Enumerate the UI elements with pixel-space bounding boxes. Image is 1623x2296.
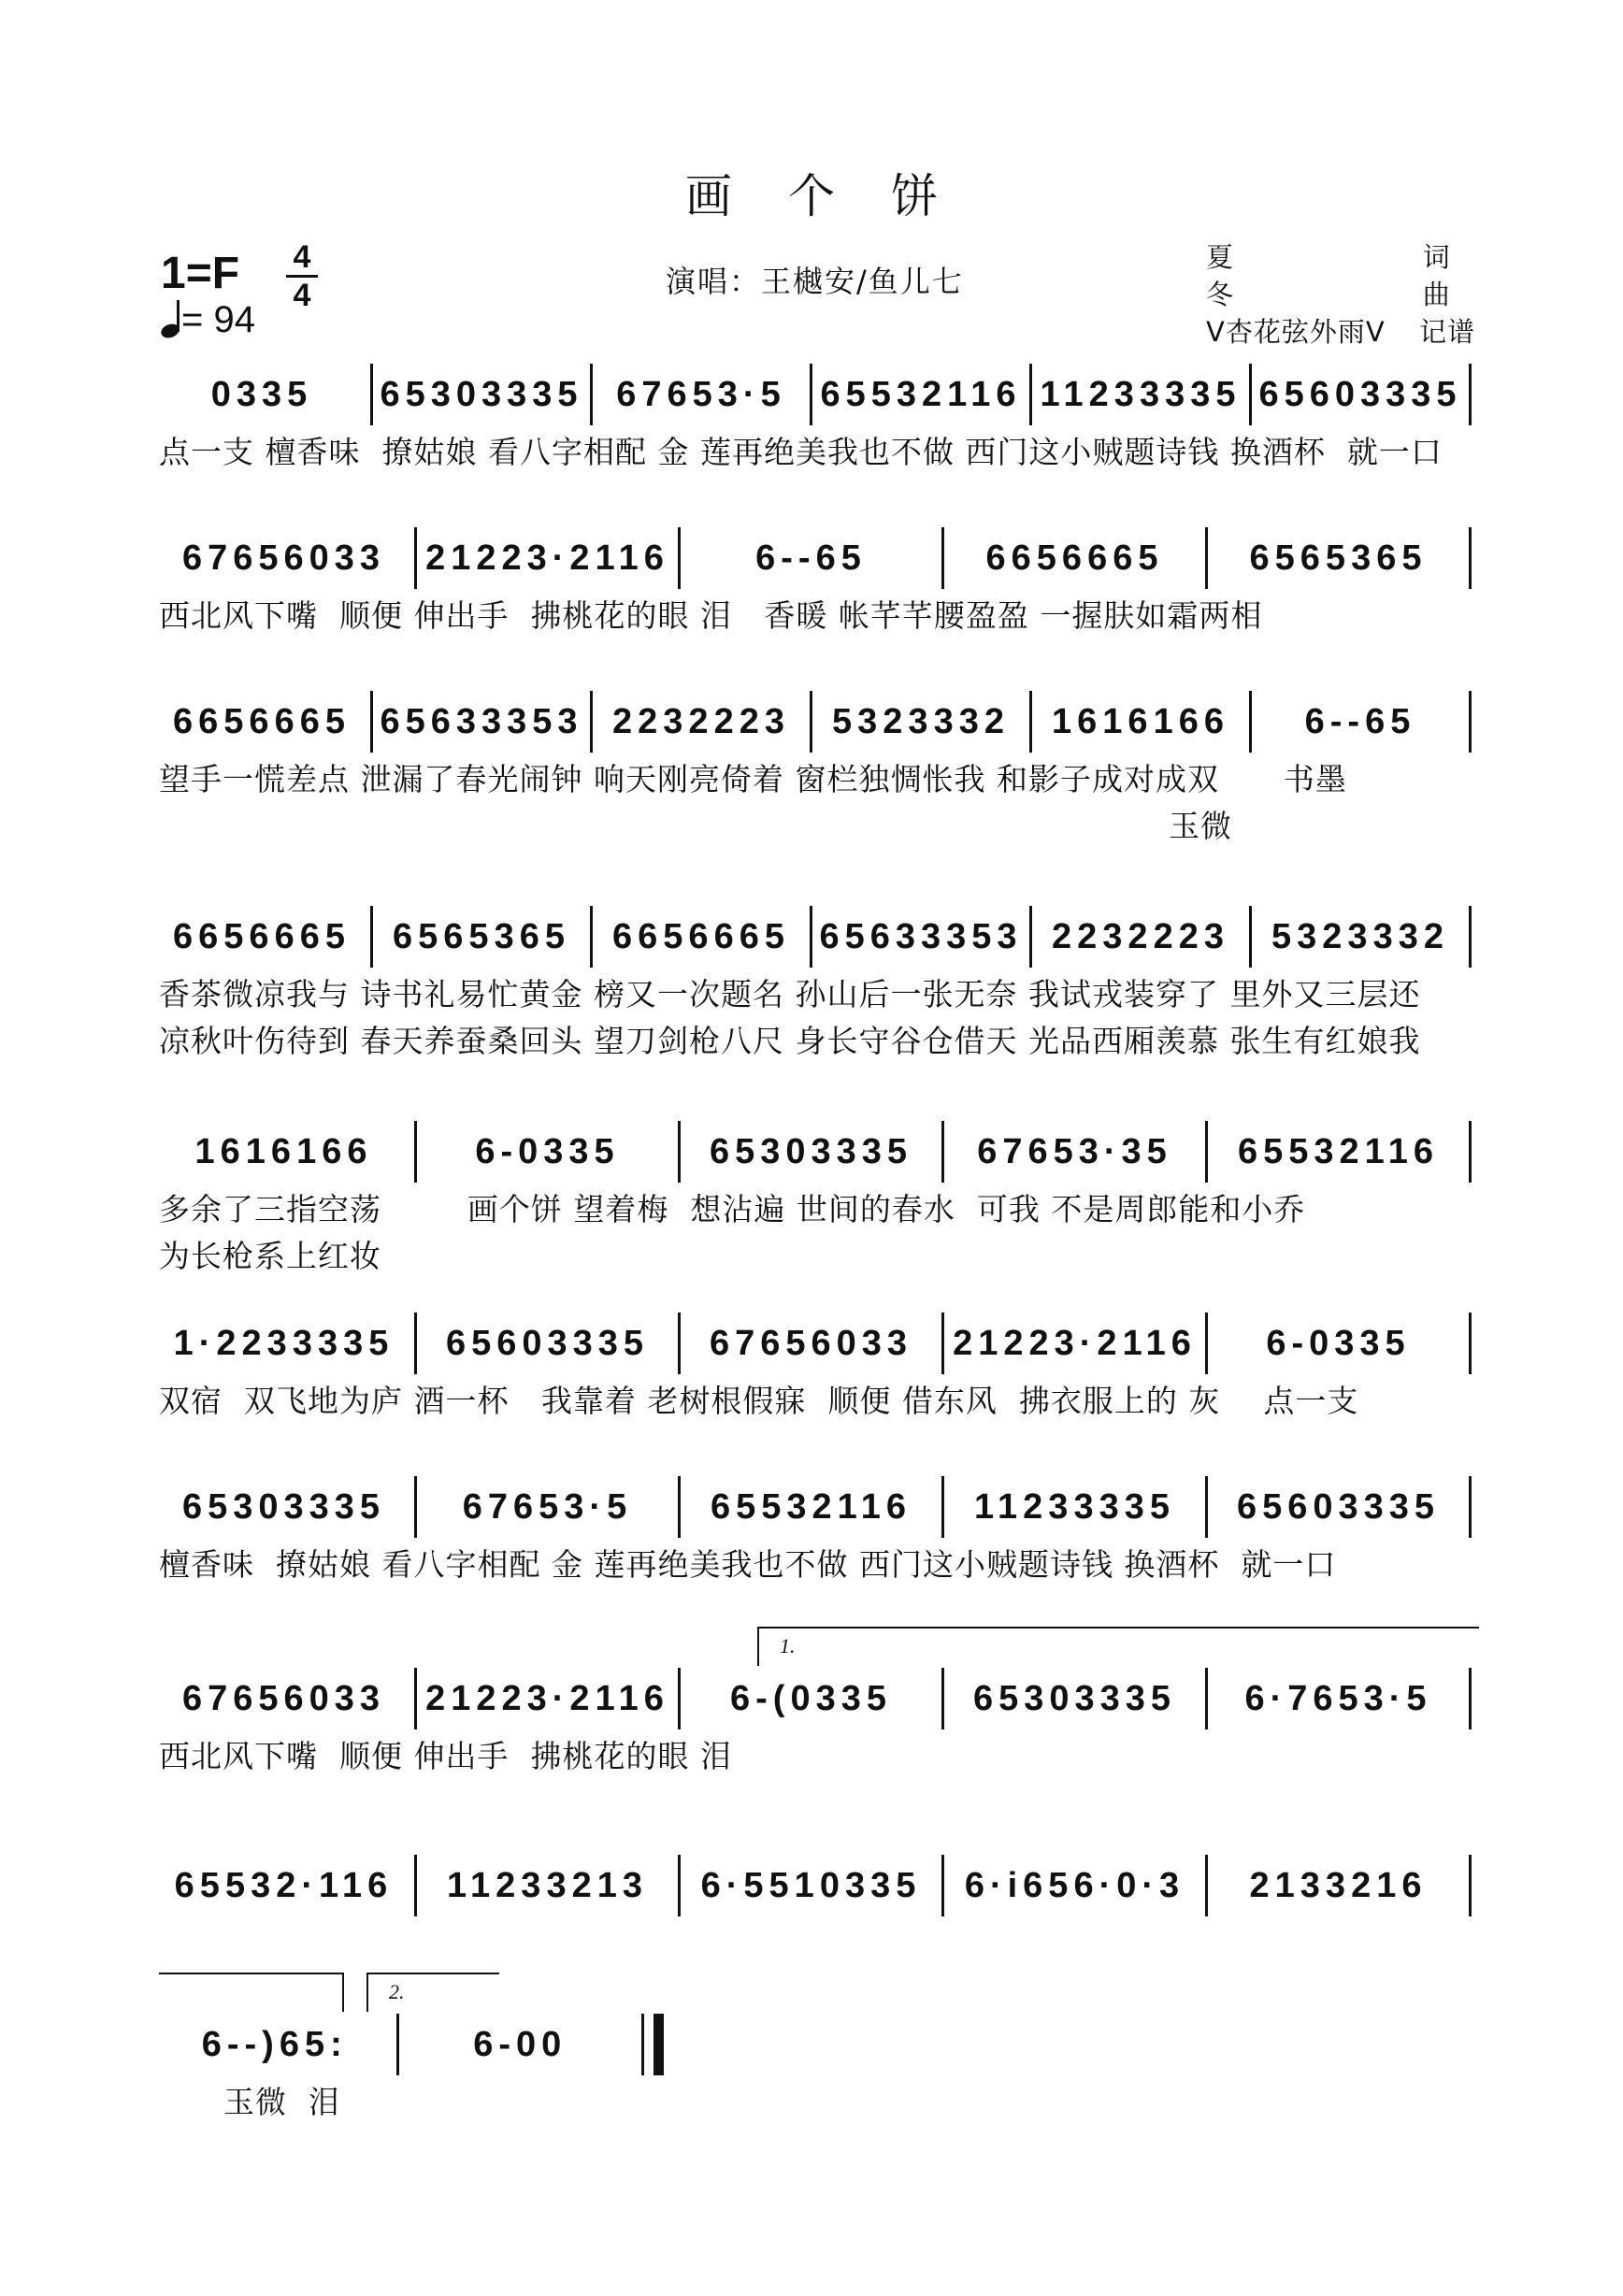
barline	[1469, 1476, 1472, 1538]
lyric-line: 西北风下嘴 顺便 伸出手 拂桃花的眼 泪	[159, 1738, 732, 1774]
lyric-line: 望手一慌差点 泄漏了春光闹钟 响天刚亮倚着 窗栏独惆怅我 和影子成对成双 书墨	[159, 761, 1347, 797]
score-system	[159, 1117, 1477, 1280]
measure: 6656665	[612, 916, 790, 956]
measure: 67653·35	[977, 1131, 1172, 1171]
lyricist-role: 词曲	[1422, 241, 1451, 310]
barline	[414, 1668, 417, 1729]
score-system	[159, 1851, 1477, 1920]
measure: 6·7653·5	[1244, 1678, 1432, 1718]
score-system	[159, 360, 1477, 476]
barline	[810, 906, 812, 968]
barline	[941, 527, 944, 589]
measure: 65633353	[819, 916, 1023, 956]
notation-row	[159, 687, 1477, 756]
measure: 6-0335	[475, 1131, 620, 1171]
barline	[678, 1855, 681, 1916]
measure: 2232223	[1052, 916, 1229, 956]
barline	[1469, 1121, 1472, 1183]
barline	[1249, 906, 1252, 968]
notation-row	[159, 524, 1477, 593]
lyric-line: 凉秋叶伤待到 春天养蚕桑回头 望刀剑枪八尺 身长守谷仓借天 光品西厢羡慕 张生有红娘我	[159, 1023, 1421, 1059]
barline	[370, 364, 373, 425]
barline	[590, 691, 593, 753]
measures	[159, 1313, 1477, 1374]
measure: 6-(0335	[730, 1678, 892, 1718]
barline	[1469, 1313, 1472, 1374]
measure: 6565365	[393, 916, 570, 956]
notation-row	[159, 1664, 1477, 1733]
barline	[1029, 364, 1032, 425]
measure: 2133216	[1249, 1865, 1428, 1905]
final-barline-thick	[654, 2014, 664, 2075]
measures	[159, 691, 1477, 753]
measure: 65603335	[445, 1323, 650, 1363]
quarter-note-icon	[161, 300, 181, 337]
barline	[678, 1668, 681, 1729]
volta-bracket-continuation	[159, 1973, 344, 2012]
volta-bracket	[366, 1973, 499, 2012]
tempo-marking	[161, 299, 255, 341]
lyricist-name: 夏 冬	[1206, 241, 1290, 310]
measure: 65303335	[380, 374, 583, 414]
volta-bracket	[757, 1627, 1479, 1666]
measure: 6--)65:	[201, 2024, 348, 2064]
measure: 5323332	[832, 701, 1010, 741]
meter-top: 4	[293, 239, 311, 275]
score-system	[159, 687, 1477, 850]
barline	[1469, 906, 1472, 968]
notation-row	[159, 1117, 1477, 1186]
transcriber-name: V杏花弦外雨V	[1206, 316, 1386, 348]
singer-credit: 演唱：王樾安/鱼儿七	[666, 264, 964, 299]
barline	[1469, 1668, 1472, 1729]
barline	[1469, 691, 1472, 753]
measures	[159, 1668, 1477, 1729]
barline	[590, 364, 593, 425]
score-system	[159, 902, 1477, 1065]
measure: 65532116	[711, 1486, 912, 1527]
barline	[810, 364, 812, 425]
measures	[159, 1121, 1477, 1183]
barline	[370, 906, 373, 968]
barline	[414, 1121, 417, 1183]
measures	[159, 1855, 1477, 1916]
measure: 11233335	[1040, 374, 1242, 414]
notation-row	[159, 902, 1477, 971]
barline	[1469, 1855, 1472, 1916]
lyric-line: 多余了三指空荡 画个饼 望着梅 想沾遍 世间的春水 可我 不是周郎能和小乔	[159, 1191, 1306, 1227]
lyric-line: 点一支 檀香味 撩姑娘 看八字相配 金 莲再绝美我也不做 西门这小贼题诗钱 换酒杯 就一口	[159, 434, 1443, 470]
barline	[678, 1121, 681, 1183]
measure: 65532116	[1238, 1131, 1439, 1171]
measure: 65603335	[1258, 374, 1462, 414]
barline	[1469, 527, 1472, 589]
barline	[1029, 906, 1032, 968]
barline	[414, 1476, 417, 1538]
measure: 0335	[210, 374, 313, 414]
measure: 6·5510335	[700, 1865, 922, 1905]
barline	[414, 527, 417, 589]
measure: 6·i656·0·3	[964, 1865, 1185, 1905]
measure: 67656033	[181, 1678, 386, 1718]
barline	[678, 1476, 681, 1538]
measure: 65532116	[820, 374, 1022, 414]
measures	[159, 2014, 664, 2075]
barline	[1205, 527, 1208, 589]
measure: 21223·2116	[953, 1323, 1197, 1363]
measure: 65633353	[380, 701, 583, 741]
time-signature	[286, 241, 318, 311]
barline	[396, 2014, 399, 2075]
lyric-line: 西北风下嘴 顺便 伸出手 拂桃花的眼 泪 香暖 帐芊芊腰盈盈 一握肤如霜两相	[159, 597, 1263, 634]
measure: 65303335	[972, 1678, 1177, 1718]
lyric-line: 香茶微凉我与 诗书礼易忙黄金 榜又一次题名 孙山后一张无奈 我试戎装穿了 里外又三层还	[159, 976, 1421, 1012]
barline	[1205, 1668, 1208, 1729]
measure: 1616166	[1052, 701, 1229, 741]
measure: 5323332	[1271, 916, 1449, 956]
measure: 65303335	[709, 1131, 913, 1171]
barline	[1469, 364, 1472, 425]
barline	[941, 1855, 944, 1916]
barline	[590, 906, 593, 968]
volta-number: 2.	[389, 1980, 405, 2003]
notation-row	[159, 1472, 1477, 1542]
barline	[1205, 1313, 1208, 1374]
volta-number: 1.	[780, 1634, 796, 1657]
score-system	[159, 1472, 1477, 1588]
barline	[941, 1668, 944, 1729]
measure: 1·2233335	[173, 1323, 395, 1363]
barline	[1249, 691, 1252, 753]
score-system	[159, 524, 1477, 639]
barline	[370, 691, 373, 753]
barline	[678, 527, 681, 589]
measure: 1616166	[194, 1131, 373, 1171]
measure: 67653·5	[616, 374, 786, 414]
measure: 65303335	[181, 1486, 386, 1527]
tempo-value: = 94	[181, 299, 255, 340]
measure: 65532·116	[174, 1865, 394, 1905]
measure: 6-00	[473, 2024, 567, 2064]
barline	[1205, 1855, 1208, 1916]
credits	[1206, 238, 1475, 351]
measure: 6656665	[173, 701, 351, 741]
measures	[159, 1476, 1477, 1538]
measure: 65603335	[1236, 1486, 1441, 1527]
transcriber-role: 记谱	[1418, 316, 1475, 348]
barline	[810, 691, 812, 753]
score-system	[159, 1309, 1477, 1425]
notation-row	[159, 1851, 1477, 1920]
barline	[941, 1476, 944, 1538]
measures	[159, 906, 1477, 968]
measure: 6--65	[1304, 701, 1416, 741]
notation-row	[159, 2010, 664, 2079]
barline	[414, 1313, 417, 1374]
score-system	[159, 1634, 1477, 1780]
measures	[159, 527, 1477, 589]
measure: 67656033	[709, 1323, 913, 1363]
song-title: 画个饼	[685, 169, 994, 223]
measure: 11233335	[974, 1486, 1175, 1527]
barline	[1249, 364, 1252, 425]
lyric-line: 玉微 泪	[159, 2084, 340, 2120]
final-barline	[641, 2014, 644, 2075]
lyric-line: 檀香味 撩姑娘 看八字相配 金 莲再绝美我也不做 西门这小贼题诗钱 换酒杯 就一口	[159, 1546, 1337, 1583]
barline	[1029, 691, 1032, 753]
score-system	[159, 1980, 664, 2126]
score-credit	[1206, 313, 1475, 351]
barline	[1205, 1121, 1208, 1183]
measure: 21223·2116	[425, 1678, 669, 1718]
measure: 6565365	[1249, 538, 1428, 578]
measure: 11233213	[447, 1865, 648, 1905]
barline	[941, 1121, 944, 1183]
notation-row	[159, 1309, 1477, 1378]
meter-bottom: 4	[293, 278, 311, 313]
barline	[678, 1313, 681, 1374]
notation-row	[159, 360, 1477, 429]
measure: 67656033	[181, 538, 386, 578]
key-signature: 1=F	[161, 249, 240, 298]
lyric-credit	[1206, 238, 1475, 313]
lyric-line: 双宿 双飞地为庐 酒一杯 我靠着 老树根假寐 顺便 借东风 拂衣服上的 灰 点一支	[159, 1383, 1359, 1419]
lyric-line: 为长枪系上红妆	[159, 1238, 381, 1274]
measure: 67653·5	[462, 1486, 633, 1527]
barline	[941, 1313, 944, 1374]
measure: 6--65	[755, 538, 867, 578]
measure: 6-0335	[1266, 1323, 1411, 1363]
lyric-line: 玉微	[159, 808, 1233, 844]
measure: 21223·2116	[425, 538, 669, 578]
measure: 2232223	[612, 701, 790, 741]
barline	[1205, 1476, 1208, 1538]
barline	[414, 1855, 417, 1916]
measures	[159, 364, 1477, 425]
measure: 6656665	[173, 916, 351, 956]
measure: 6656665	[985, 538, 1164, 578]
